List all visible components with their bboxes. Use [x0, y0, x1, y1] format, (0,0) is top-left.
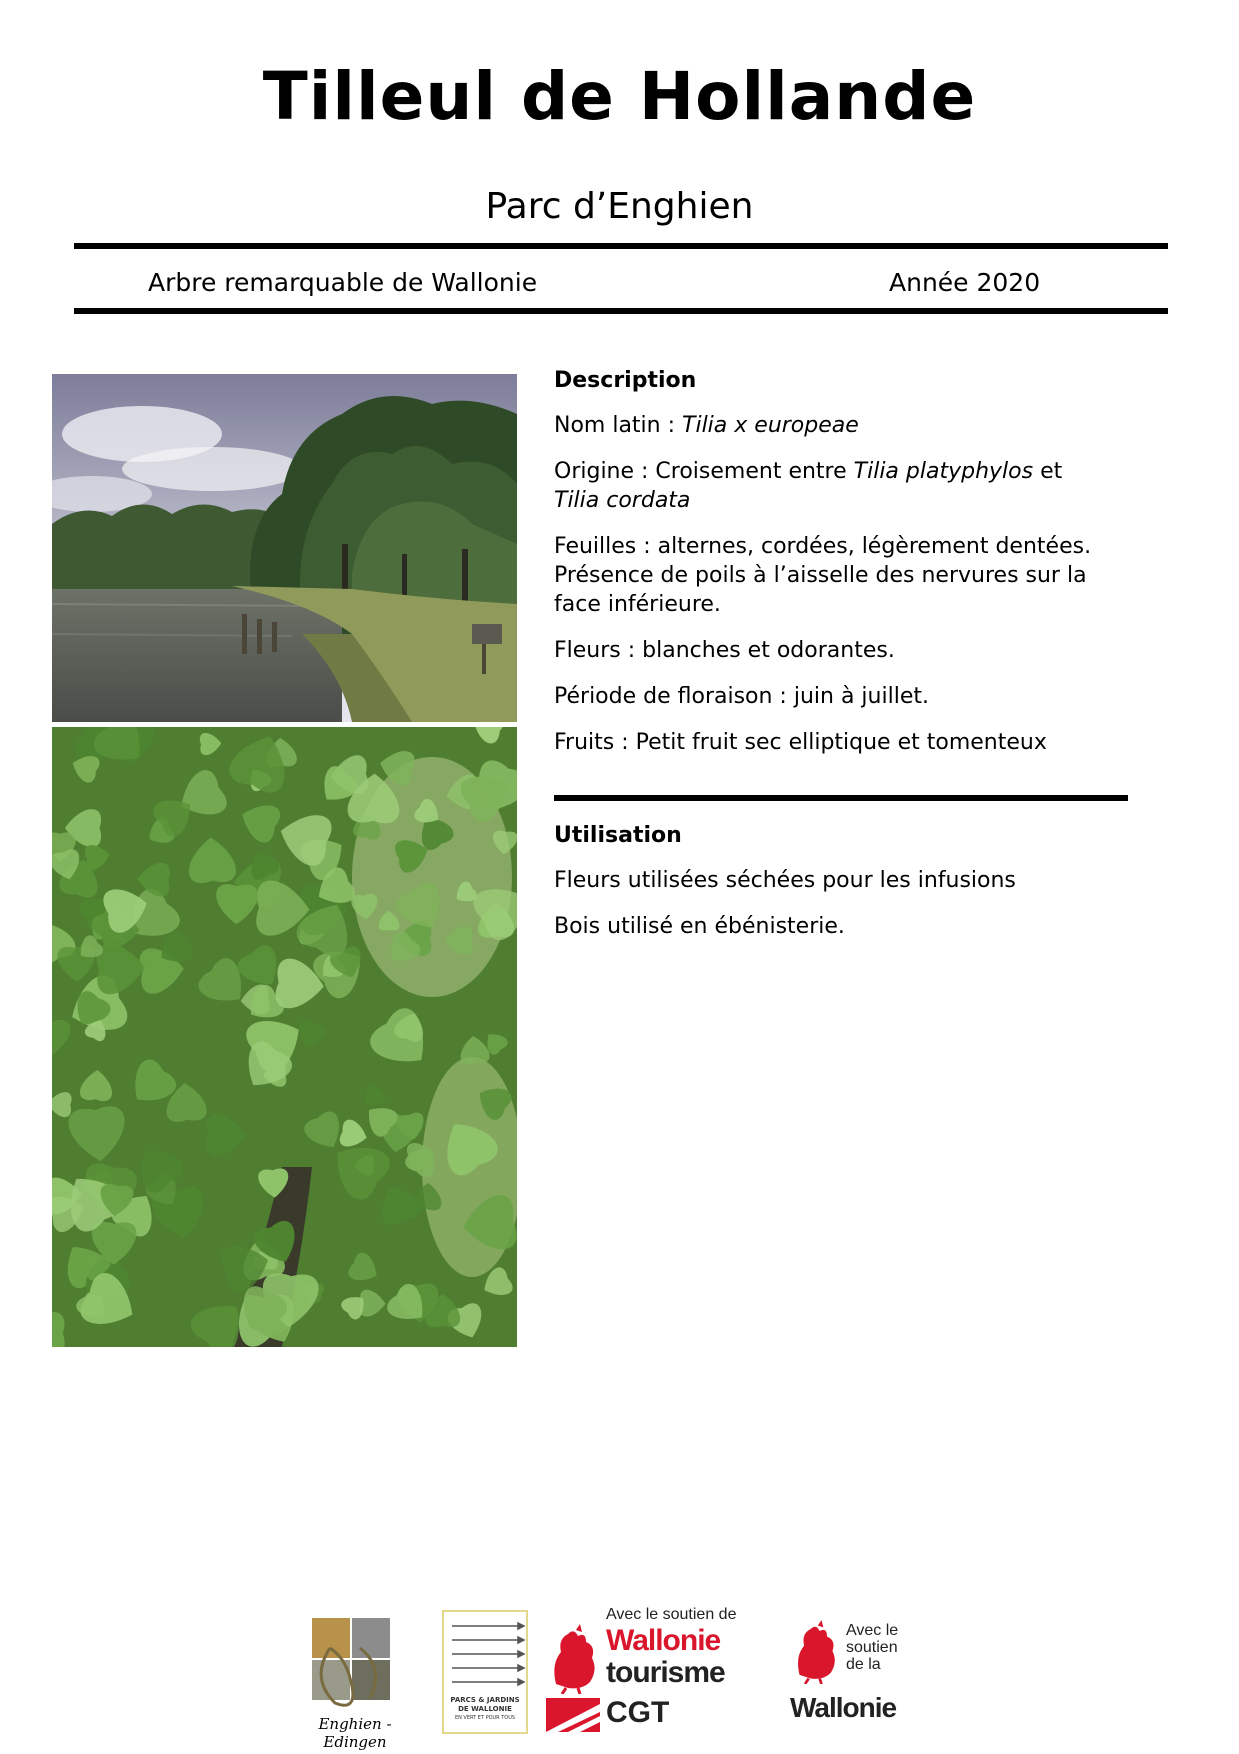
cgt-mark-icon: [546, 1698, 600, 1732]
flowers-description: Fleurs : blanches et odorantes.: [554, 638, 895, 663]
rooster-icon: [790, 1620, 842, 1684]
sponsor-logos: [290, 1606, 950, 1751]
page-subtitle: Parc d’Enghien: [485, 186, 754, 227]
leaves-description: Feuilles : alternes, cordées, légèrement dentées. Présence de poils à l’aisselle des nervures sur la face inférieure.: [554, 534, 1092, 617]
flowering-period: Période de floraison : juin à juillet.: [554, 684, 929, 709]
usage-infusions: Fleurs utilisées séchées pour les infusions: [554, 868, 1016, 893]
parcs-jardins-text: PARCS & JARDINS DE WALLONIE EN VERT ET POUR TOUS: [450, 1696, 520, 1721]
bottom-divider: [74, 308, 1168, 314]
park-photo: [52, 374, 517, 722]
wallonie-support-text: Avec le soutien de la: [846, 1622, 899, 1673]
usage-woodwork: Bois utilisé en ébénisterie.: [554, 914, 845, 939]
page-title: Tilleul de Hollande: [262, 58, 977, 135]
parcs-jardins-logo: [442, 1610, 528, 1734]
wallonie-logo: Avec le soutien de la Wallonie: [790, 1622, 899, 1723]
fruits-description: Fruits : Petit fruit sec elliptique et tomenteux: [554, 730, 1047, 755]
origin: Origine : Croisement entre Tilia platyphylos et Tilia cordata: [554, 459, 1063, 513]
wallonie-tourisme-logo: Avec le soutien de Wallonie tourisme CGT: [546, 1606, 746, 1736]
usage-heading: Utilisation: [554, 823, 682, 848]
leaves-photo: [52, 727, 517, 1347]
top-divider: [74, 243, 1168, 249]
enghien-emblem-icon: [290, 1618, 420, 1718]
tree-info: [554, 366, 1114, 958]
description-heading: Description: [554, 368, 697, 393]
enghien-caption: Enghien - Edingen: [318, 1715, 392, 1751]
enghien-logo: [290, 1618, 420, 1751]
arrows-icon: [444, 1618, 526, 1688]
section-divider: [554, 795, 1128, 801]
rooster-icon: [546, 1624, 602, 1694]
category-label: Arbre remarquable de Wallonie: [148, 268, 538, 297]
year-label: Année 2020: [889, 268, 1041, 297]
latin-name: Nom latin : Tilia x europeae: [554, 413, 859, 438]
